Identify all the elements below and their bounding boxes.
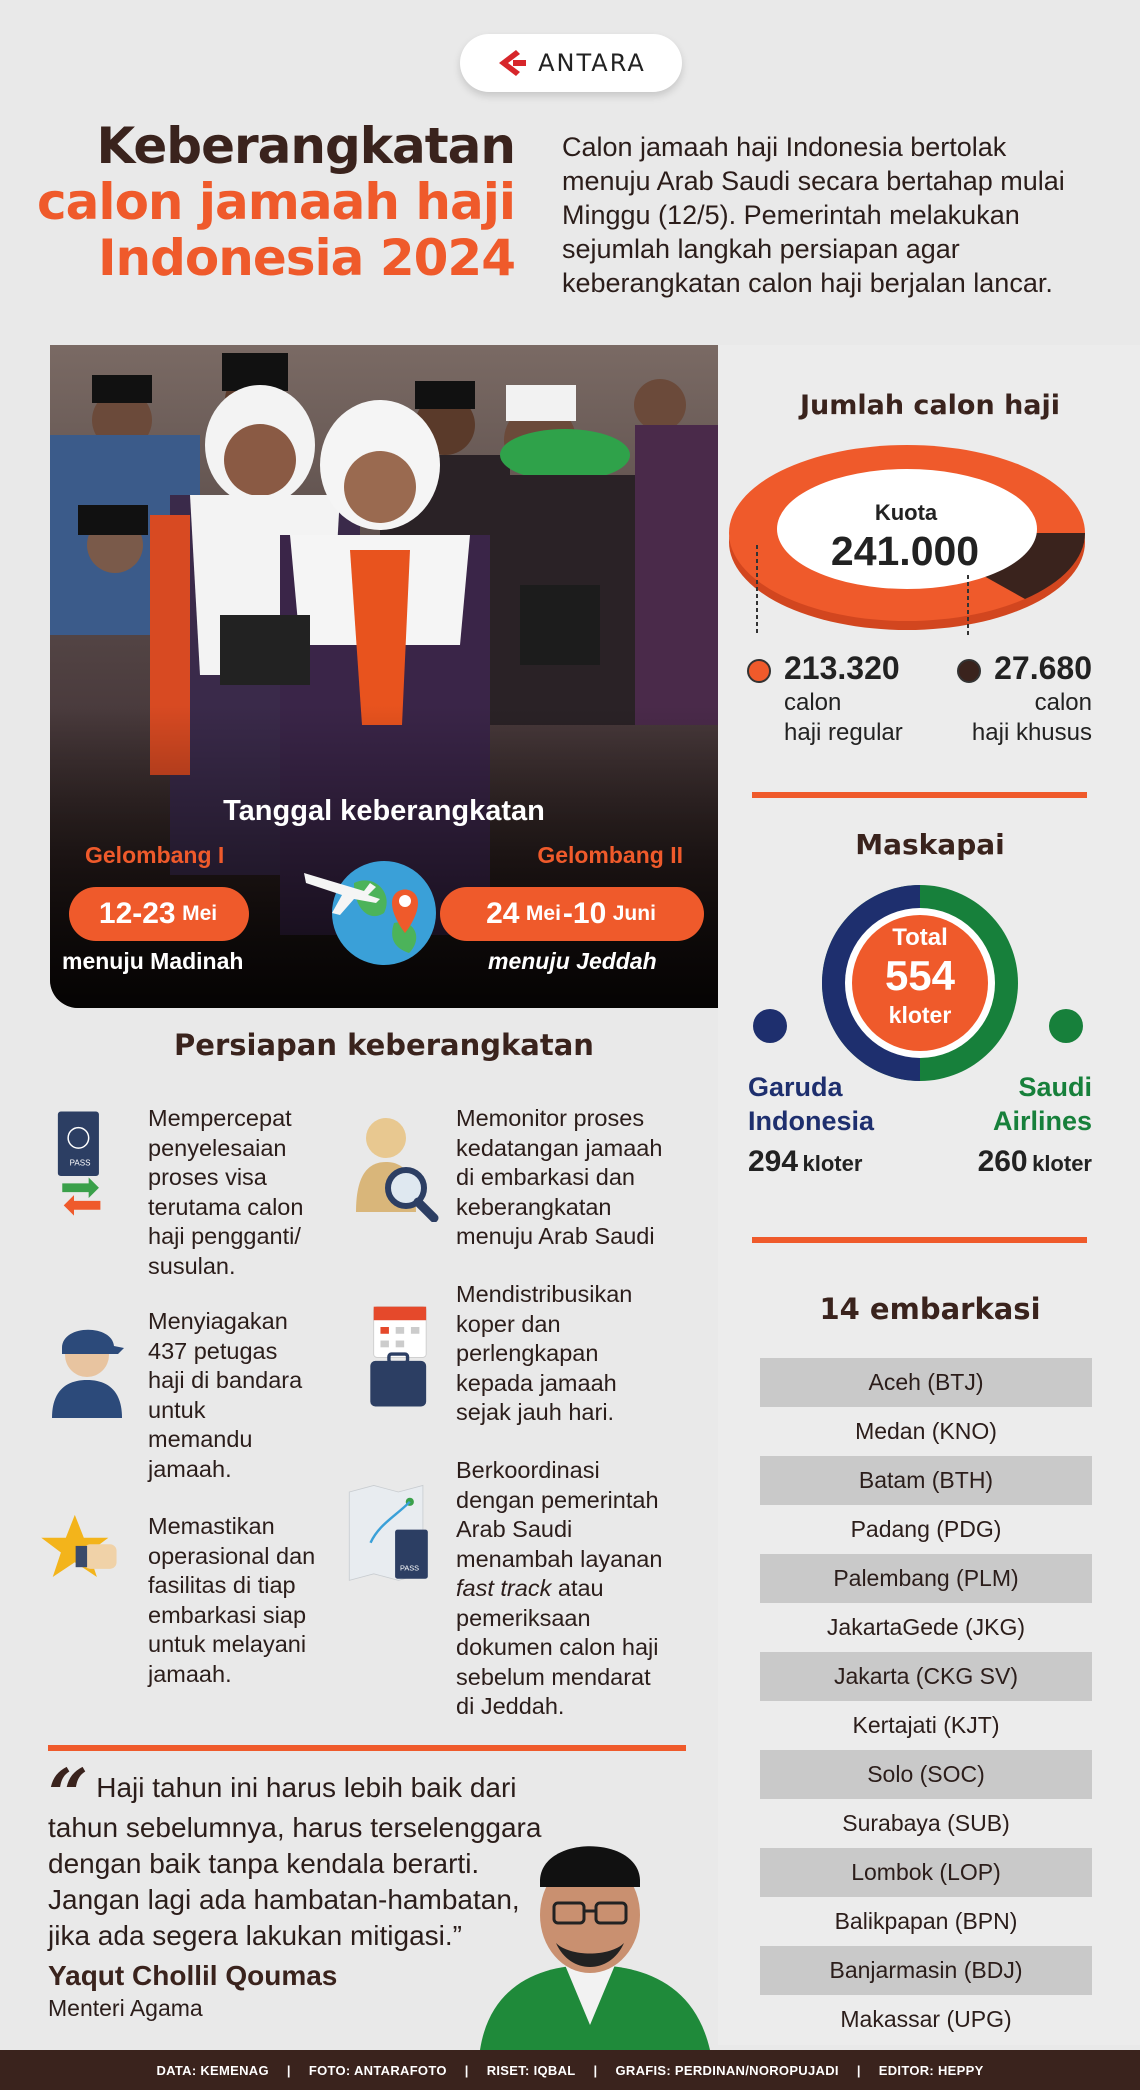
title-line-1: Keberangkatan (96, 117, 515, 175)
garuda-name-line1: Garuda (748, 1072, 843, 1102)
airlines-total-unit: kloter (888, 1002, 952, 1028)
monitor-person-icon (350, 1112, 440, 1222)
wave1-date-pill (69, 887, 249, 941)
prep-line: 437 petugas (148, 1337, 278, 1364)
regular-label-line2: haji regular (784, 719, 903, 746)
embarkation-item: Balikpapan (BPN) (834, 1908, 1018, 1934)
divider (752, 1237, 1087, 1243)
wave1-month: Mei (182, 902, 218, 925)
garuda-name (748, 1070, 874, 1138)
prep-line: haji di bandara (148, 1367, 303, 1393)
special-value: 27.680 (994, 650, 1092, 686)
prep-item-luggage (456, 1280, 632, 1428)
prep-line: Mempercepat (148, 1105, 292, 1131)
prep-line (456, 1574, 662, 1604)
intro-text: Calon jamaah haji Indonesia bertolak menuju Arab Saudi secara bertahap mulai Minggu (12/5). Pemerintah melakukan sejumlah langkah persiapan agar keberangkatan calon haji berjalan lancar. (562, 132, 1065, 298)
quota-label: Kuota (874, 500, 938, 525)
departure-title: Tanggal keberangkatan (223, 795, 545, 827)
saudi-count-unit: kloter (1032, 1151, 1092, 1176)
prep-line: embarkasi siap (148, 1601, 307, 1628)
embarkation-item: Medan (KNO) (855, 1418, 997, 1444)
wave2-start-month: Mei (525, 902, 561, 925)
prep-line: Memastikan (148, 1513, 275, 1539)
credits-footer: DATA: KEMENAG | FOTO: ANTARAFOTO | RISET: IQBAL | GRAFIS: PERDINAN/NOROPUJADI | EDITOR: HEPPY (0, 2050, 1140, 2090)
prep-line: pemeriksaan (456, 1604, 591, 1631)
prep-item-visa (148, 1104, 303, 1281)
prep-line: Berkoordinasi (456, 1457, 600, 1483)
antara-logo-icon (496, 48, 530, 78)
prep-line: di Jeddah. (456, 1693, 565, 1719)
special-dot-icon (956, 658, 982, 684)
embarkation-item: Kertajati (KJT) (852, 1712, 1000, 1738)
wave2-date-pill (440, 887, 704, 941)
credit-research: RISET: IQBAL (486, 2062, 576, 2078)
embarkation-item: Solo (SOC) (760, 1750, 1092, 1799)
prep-line: Menyiagakan (148, 1308, 288, 1334)
saudi-count-value: 260 (977, 1145, 1028, 1178)
divider (752, 792, 1087, 798)
title-line-3: Indonesia 2024 (97, 229, 515, 287)
antara-logo (460, 34, 682, 92)
prep-line: operasional dan (148, 1542, 316, 1569)
prep-line: Memonitor proses (456, 1105, 645, 1131)
quote-line: jika ada segera lakukan mitigasi.” (48, 1920, 462, 1951)
prep-item-monitor (456, 1104, 662, 1252)
saudi-name (993, 1070, 1092, 1138)
quote-role: Menteri Agama (48, 1995, 203, 2021)
prep-line: haji pengganti/ (148, 1223, 301, 1249)
embarkation-heading: 14 embarkasi (819, 1292, 1041, 1326)
prep-line: jamaah. (148, 1660, 232, 1687)
credit-data: DATA: KEMENAG (156, 2062, 269, 2078)
quota-heading: Jumlah calon haji (799, 390, 1061, 421)
prep-line: kepada jamaah (456, 1369, 617, 1396)
embarkation-item: Palembang (PLM) (760, 1554, 1092, 1603)
embarkation-item: Batam (BTH) (760, 1456, 1092, 1505)
embarkation-item: JakartaGede (JKG) (826, 1614, 1026, 1640)
garuda-count-value: 294 (748, 1145, 799, 1178)
svg-text:PASS: PASS (400, 1563, 420, 1573)
prep-line: jamaah. (148, 1455, 232, 1482)
special-label (972, 688, 1092, 748)
airlines-total-value: 554 (884, 952, 956, 999)
prep-line: untuk melayani (148, 1631, 307, 1657)
page-title (37, 118, 515, 286)
logo-text: ANTARA (538, 49, 646, 77)
embarkation-item: Makassar (UPG) (840, 2006, 1012, 2032)
prep-line: untuk (148, 1396, 206, 1423)
prep-line: dengan pemerintah (456, 1486, 659, 1513)
prep-line: dokumen calon haji (456, 1634, 659, 1660)
regular-dot-icon (746, 658, 772, 684)
wave1-label: Gelombang I (85, 842, 225, 868)
prep-line: susulan. (148, 1252, 236, 1279)
prep-line: keberangkatan (456, 1193, 612, 1220)
embarkation-item: Surabaya (SUB) (842, 1810, 1010, 1836)
wave1-days: 12-23 (98, 897, 176, 930)
regular-value: 213.320 (784, 650, 900, 686)
prep-line: fasilitas di tiap (148, 1572, 296, 1598)
preparation-heading: Persiapan keberangkatan (174, 1028, 594, 1062)
embarkation-list (760, 1358, 1092, 2044)
quote-mark-icon: “ (48, 1753, 89, 1836)
prep-item-facilities (148, 1512, 315, 1689)
special-label-line1: calon (1034, 689, 1092, 716)
garuda-count (748, 1145, 862, 1179)
quote-line-text: Haji tahun ini harus lebih baik dari (96, 1772, 517, 1803)
svg-text:PASS: PASS (69, 1158, 91, 1168)
saudi-name-line1: Saudi (1018, 1072, 1092, 1102)
minister-portrait (470, 1825, 718, 2050)
prep-line: menambah layanan (456, 1545, 663, 1572)
garuda-dot-icon (752, 1008, 788, 1044)
luggage-calendar-icon (360, 1305, 450, 1415)
prep-line: sejak jauh hari. (456, 1399, 615, 1425)
prep-line: Mendistribusikan (456, 1281, 633, 1307)
wave2-destination: menuju Jeddah (488, 948, 657, 974)
credit-photo: FOTO: ANTARAFOTO (308, 2062, 447, 2078)
regular-label (784, 688, 903, 748)
fast-track-text: fast track (456, 1575, 552, 1601)
saudi-name-line2: Airlines (992, 1106, 1092, 1136)
special-label-line2: haji khusus (971, 719, 1092, 746)
prep-line: penyelesaian (148, 1134, 287, 1161)
embarkation-item: Jakarta (CKG SV) (760, 1652, 1092, 1701)
quote-line: tahun sebelumnya, harus terselenggara (48, 1812, 542, 1843)
prep-line: koper dan (456, 1310, 561, 1337)
credit-editor: EDITOR: HEPPY (878, 2062, 984, 2078)
divider (48, 1745, 686, 1751)
saudi-dot-icon (1048, 1008, 1084, 1044)
prep-item-officers (148, 1307, 302, 1484)
quote-author: Yaqut Chollil Qoumas (48, 1960, 338, 1991)
wave2-label: Gelombang II (537, 842, 683, 868)
prep-line: terutama calon (148, 1193, 304, 1220)
title-line-2: calon jamaah haji (37, 173, 515, 231)
star-thumbs-icon (38, 1495, 128, 1605)
prep-line: sebelum mendarat (456, 1663, 651, 1690)
officer-icon (42, 1310, 132, 1420)
quota-total: 241.000 (830, 528, 980, 574)
prep-item-coordination (456, 1456, 662, 1722)
prep-line: menuju Arab Saudi (456, 1223, 655, 1249)
prep-line: Arab Saudi (456, 1516, 573, 1542)
regular-label-line1: calon (784, 689, 842, 716)
prep-line-suffix: atau (551, 1575, 604, 1601)
credit-graphics: GRAFIS: PERDINAN/NOROPUJADI (615, 2062, 839, 2078)
embarkation-item: Aceh (BTJ) (760, 1358, 1092, 1407)
saudi-count (978, 1145, 1092, 1179)
prep-line: memandu (148, 1426, 253, 1452)
embarkation-item: Padang (PDG) (850, 1516, 1002, 1542)
wave2-end-day: -10 (562, 897, 607, 930)
embarkation-item: Lombok (LOP) (760, 1848, 1092, 1897)
quote-line: Jangan lagi ada hambatan-hambatan, (48, 1884, 520, 1915)
quote-line: dengan baik tanpa kendala berarti. (48, 1848, 480, 1879)
wave2-end-month: Juni (612, 902, 656, 925)
wave1-destination: menuju Madinah (62, 948, 244, 974)
prep-line: perlengkapan (456, 1340, 599, 1366)
prep-line: kedatangan jamaah (456, 1134, 663, 1161)
airlines-total-label: Total (892, 924, 948, 951)
passport-icon (40, 1110, 130, 1220)
wave2-start-day: 24 (486, 897, 520, 930)
prep-line: proses visa (148, 1164, 267, 1190)
garuda-count-unit: kloter (802, 1151, 863, 1176)
airlines-heading: Maskapai (855, 828, 1005, 861)
pilgrims-photo (50, 345, 718, 1008)
prep-line: di embarkasi dan (456, 1164, 635, 1190)
map-passport-icon (346, 1482, 436, 1592)
embarkation-item: Banjarmasin (BDJ) (760, 1946, 1092, 1995)
garuda-name-line2: Indonesia (748, 1106, 875, 1136)
